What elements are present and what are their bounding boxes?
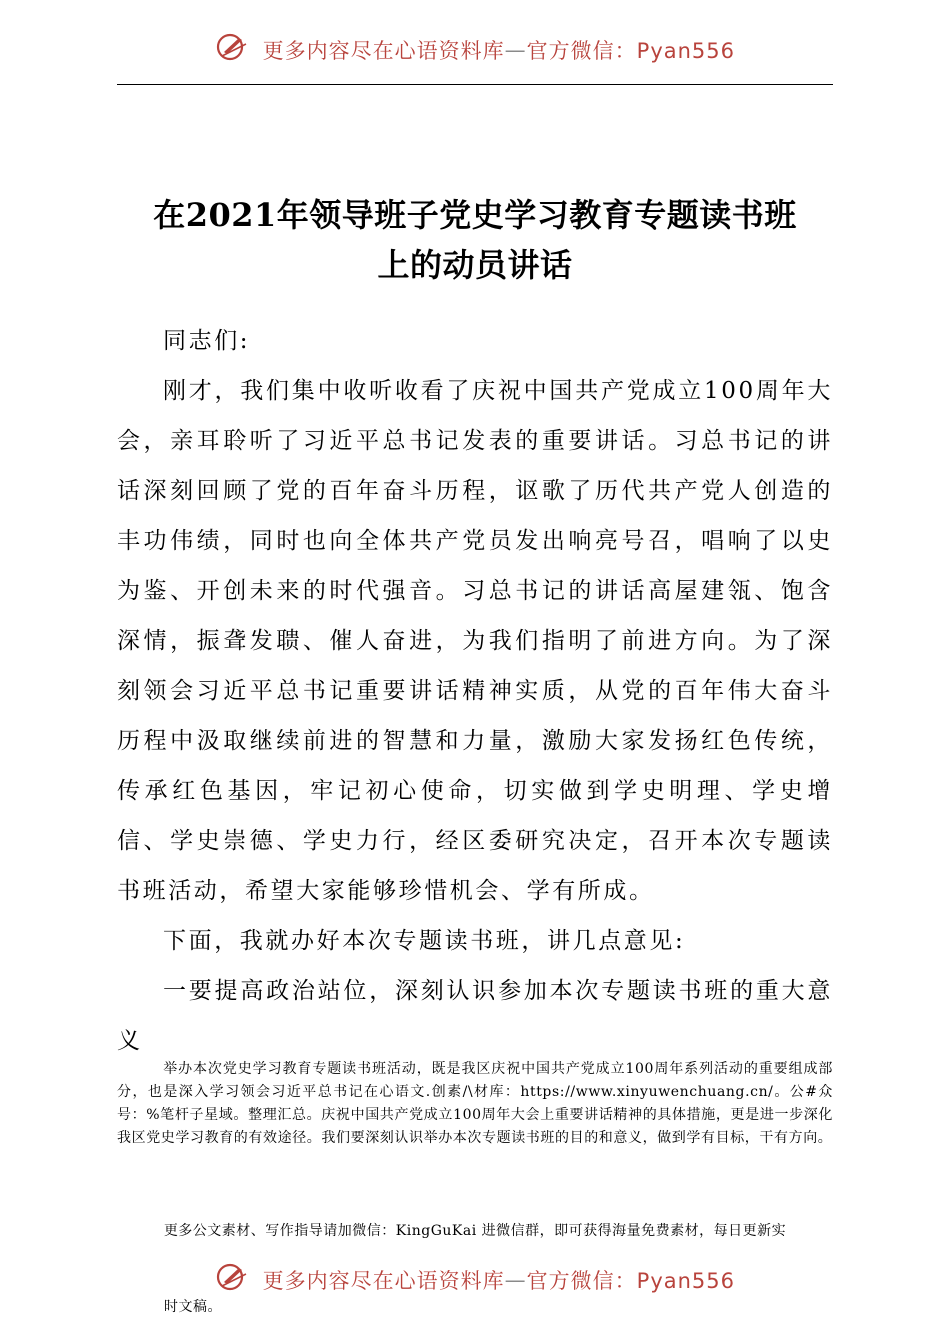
banner-separator: —	[504, 37, 527, 62]
header-banner	[0, 32, 950, 67]
banner-brand: 更多内容尽在心语资料库	[262, 38, 505, 63]
document-title	[117, 190, 833, 290]
salutation: 同志们:	[163, 328, 251, 354]
banner-separator: —	[504, 1267, 527, 1292]
title-line-2: 上的动员讲话	[377, 246, 573, 284]
banner-wechat: 官方微信：Pyan556	[526, 38, 736, 63]
banner-brand: 更多内容尽在心语资料库	[262, 1268, 505, 1293]
footer-banner	[0, 1262, 950, 1297]
section-heading: 一要提高政治站位，深刻认识参加本次专题读书班的重大意义	[117, 978, 833, 1054]
body-paragraph: 刚才，我们集中收听收看了庆祝中国共产党成立100周年大会，亲耳聆听了习近平总书记发表的重要讲话。习总书记的讲话深刻回顾了党的百年奋斗历程，讴歌了历代共产党人创造的丰功伟绩，同时也向全体共产党员发出响亮号召，唱响了以史为鉴、开创未来的时代强音。习总书记的讲话高屋建瓴、饱含深情，振聋发聩、催人奋进，为我们指明了前进方向。为了深刻领会习近平总书记重要讲话精神实质，从党的百年伟大奋斗历程中汲取继续前进的智慧和力量，激励大家发扬红色传统，传承红色基因，牢记初心使命，切实做到学史明理、学史增信、学史崇德、学史力行，经区委研究决定，召开本次专题读书班活动，希望大家能够珍惜机会、学有所成。	[117, 378, 833, 904]
pen-circle-logo-icon	[215, 32, 249, 67]
pen-circle-logo-icon	[215, 1262, 249, 1297]
body-paragraph: 下面，我就办好本次专题读书班，讲几点意见:	[163, 928, 686, 954]
title-line-1: 在2021年领导班子党史学习教育专题读书班	[153, 196, 797, 234]
banner-wechat: 官方微信：Pyan556	[526, 1268, 736, 1293]
footer-line-1: 更多公文素材、写作指导请加微信：KingGuKai 进微信群，即可获得海量免费素材，每日更新实	[163, 1223, 787, 1239]
header-rule	[117, 84, 833, 85]
document-body	[117, 316, 833, 1066]
footer-line-2: 时文稿。	[164, 1299, 222, 1315]
small-paragraph: 举办本次党史学习教育专题读书班活动，既是我区庆祝中国共产党成立100周年系列活动的重要组成部分，也是深入学习领会习近平总书记在心语文.创素/\材库：https://www.xinyuwenchuang.cn/。公#众号：%笔杆子星域。整理汇总。庆祝中国共产党成立100周年大会上重要讲话精神的具体措施，更是进一步深化我区党史学习教育的有效途径。我们要深刻认识举办本次专题读书班的目的和意义，做到学有目标，干有方向。	[117, 1061, 833, 1146]
